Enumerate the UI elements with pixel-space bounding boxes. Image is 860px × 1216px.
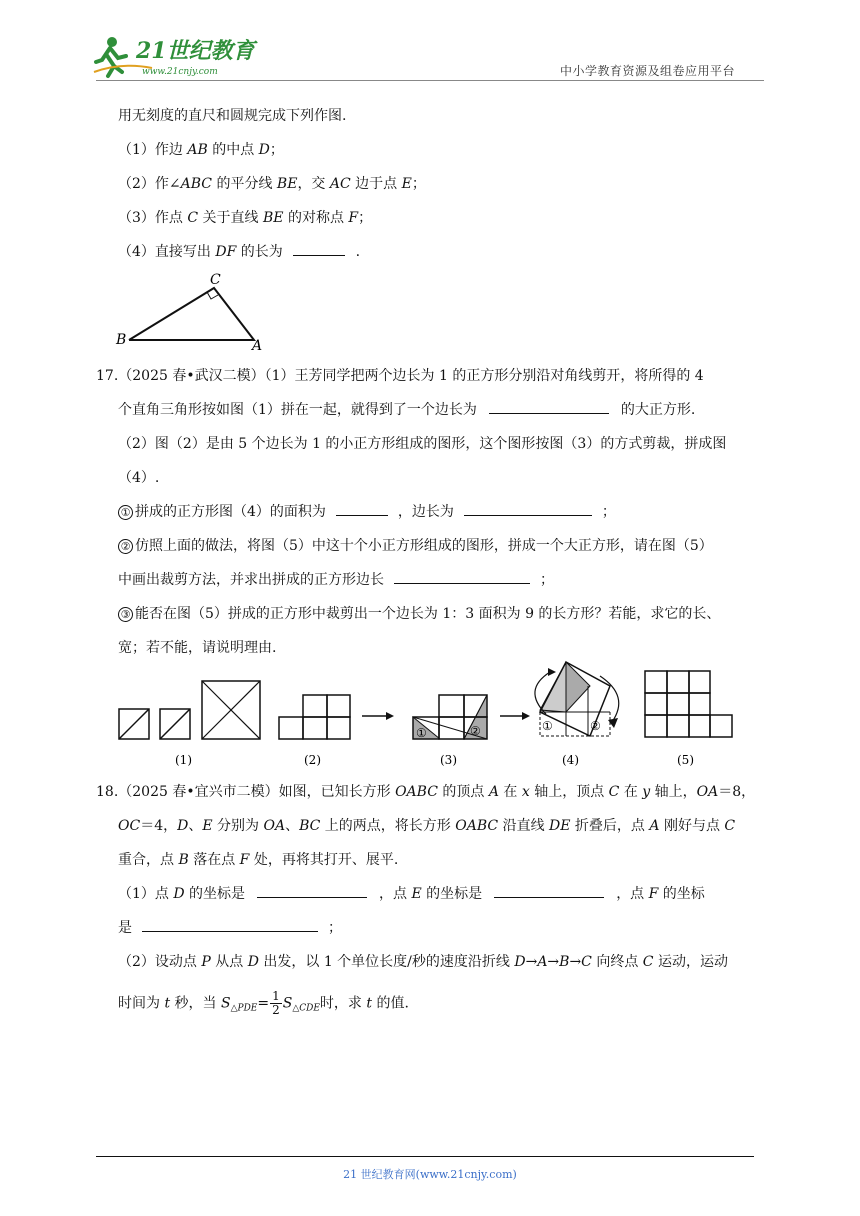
answer-blank: [494, 884, 604, 898]
q18-part2: （2）设动点 P 从点 D 出发，以 1 个单位长度/秒的速度沿折线 D→A→B→C 向终点 C 运动，运动: [118, 954, 728, 970]
figure-2: [279, 695, 350, 767]
q18-part1-cont: 是 ；: [118, 920, 342, 936]
q17-sub3: ③ 能否在图（5）拼成的正方形中裁剪出一个边长为 1：3 面积为 9 的长方形？若能，求它的长、: [118, 604, 720, 624]
q17-sub2-cont: 中画出裁剪方法，并求出拼成的正方形边长 ；: [118, 572, 554, 588]
caption-2: (2): [304, 753, 321, 767]
q16-part4: （4）直接写出 DF 的长为 .: [118, 244, 361, 260]
fraction-half: $\frac{1}{2}$: [272, 989, 280, 1017]
mark-1: ①: [416, 726, 427, 740]
svg-text:www.21cnjy.com: www.21cnjy.com: [142, 67, 218, 77]
figure-5: [645, 671, 732, 767]
footer-divider: [96, 1156, 754, 1157]
q17-line4: （4）.: [118, 470, 160, 486]
q16-intro: 用无刻度的直尺和圆规完成下列作图.: [118, 108, 347, 124]
label-a: A: [252, 338, 263, 352]
figure-3: [413, 695, 487, 767]
figure-1: [119, 681, 260, 767]
answer-blank: [293, 242, 345, 256]
q18-line1: 18.（2025 春•宜兴市二模）如图，已知长方形 OABC 的顶点 A 在 x 轴上，顶点 C 在 y 轴上，OA＝8，: [96, 784, 756, 800]
q16-part1: （1）作边 AB 的中点 D；: [118, 142, 284, 158]
q17-sub2: ② 仿照上面的做法，将图（5）中这十个小正方形组成的图形，拼成一个大正方形，请在图（5）: [118, 536, 713, 556]
q16-part2: （2）作∠ABC 的平分线 BE，交 AC 边于点 E；: [118, 176, 426, 192]
svg-text:21世纪教育: 21世纪教育: [136, 38, 255, 64]
q17-line1: 17.（2025 春•武汉二模）（1）王芳同学把两个边长为 1 的正方形分别沿对角线剪开，将所得的 4: [96, 368, 704, 384]
label-c: C: [210, 272, 221, 288]
answer-blank: [489, 400, 609, 414]
answer-blank: [336, 502, 388, 516]
answer-blank: [464, 502, 592, 516]
q18-part1: （1）点 D 的坐标是 ，点 E 的坐标是 ，点 F 的坐标: [118, 886, 705, 902]
caption-4: (4): [562, 753, 579, 767]
arrow-right-icon: [362, 712, 394, 720]
runner-logo-icon: [92, 32, 262, 80]
answer-blank: [257, 884, 367, 898]
answer-blank: [142, 918, 318, 932]
caption-5: (5): [677, 753, 694, 767]
mark-2: ②: [470, 724, 481, 738]
q17-figures: [110, 660, 750, 776]
q17-sub3-cont: 宽；若不能，请说明理由.: [118, 640, 277, 656]
triangle-abc: [129, 288, 254, 340]
q18-line2: OC＝4，D、E 分别为 OA、BC 上的两点，将长方形 OABC 沿直线 DE 折叠后，点 A 刚好与点 C: [118, 818, 736, 834]
q17-sub1: ① 拼成的正方形图（4）的面积为 ，边长为 ；: [118, 502, 616, 522]
header-divider: [96, 80, 764, 81]
arrow-right-icon: [500, 712, 530, 720]
right-angle-mark: [207, 292, 218, 299]
platform-name: 中小学教育资源及组卷应用平台: [560, 64, 736, 78]
caption-1: (1): [175, 753, 192, 767]
label-b: B: [116, 332, 127, 348]
footer-link[interactable]: 21 世纪教育网(www.21cnjy.com): [343, 1168, 517, 1181]
answer-blank: [394, 570, 530, 584]
site-logo: [92, 32, 262, 80]
q18-line3: 重合，点 B 落在点 F 处，再将其打开、展平.: [118, 852, 399, 868]
caption-3: (3): [440, 753, 457, 767]
q18-part2-cont: 时间为 t 秒，当 $S_{\triangle PDE}=$ $\frac{1}{2}$ $S_{\triangle CDE}$时，求 t 的值.: [118, 989, 409, 1017]
q17-line2: 个直角三角形按如图（1）拼在一起，就得到了一个边长为 的大正方形.: [118, 402, 696, 418]
mark-2: ②: [590, 719, 601, 733]
figure-4: [535, 662, 619, 767]
mark-1: ①: [542, 719, 553, 733]
q16-part3: （3）作点 C 关于直线 BE 的对称点 F；: [118, 210, 373, 226]
q17-line3: （2）图（2）是由 5 个边长为 1 的小正方形组成的图形，这个图形按图（3）的方式剪裁，拼成图: [118, 436, 727, 452]
triangle-figure: [114, 272, 264, 352]
